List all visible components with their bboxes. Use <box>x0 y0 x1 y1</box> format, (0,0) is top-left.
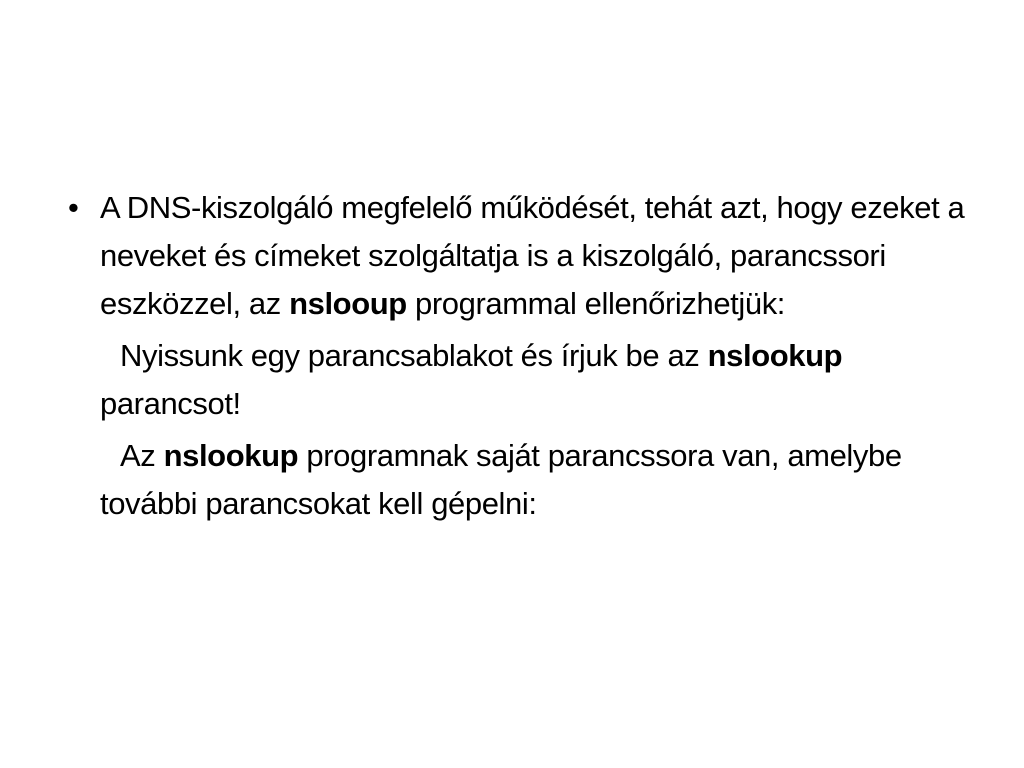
bullet-text-start: A DNS-kiszolgáló megfelelő működését, tehát azt, hogy ezeket a neveket és címeket szolgáltatja is a kiszolgáló, parancssori eszközzel, az <box>100 190 965 321</box>
instruction-paragraph-1 <box>62 332 972 428</box>
slide-body <box>62 184 972 528</box>
command-name-bold: nslooup <box>289 286 407 321</box>
instruction-paragraph-2 <box>62 432 972 528</box>
paragraph-2-text-end: programnak saját parancssora van, amelybe további parancsokat kell gépelni: <box>100 438 902 521</box>
bullet-dot-icon: • <box>68 190 79 225</box>
paragraph-2-command-bold: nslookup <box>163 438 299 473</box>
bullet-text-end: programmal ellenőrizhetjük: <box>406 286 786 321</box>
bullet-item <box>62 184 972 328</box>
paragraph-1-text-start: Nyissunk egy parancsablakot és írjuk be az <box>120 338 708 373</box>
paragraph-1-text-end: parancsot! <box>100 386 241 421</box>
paragraph-2-text-start: Az <box>120 438 164 473</box>
paragraph-1-command-bold: nslookup <box>707 338 843 373</box>
